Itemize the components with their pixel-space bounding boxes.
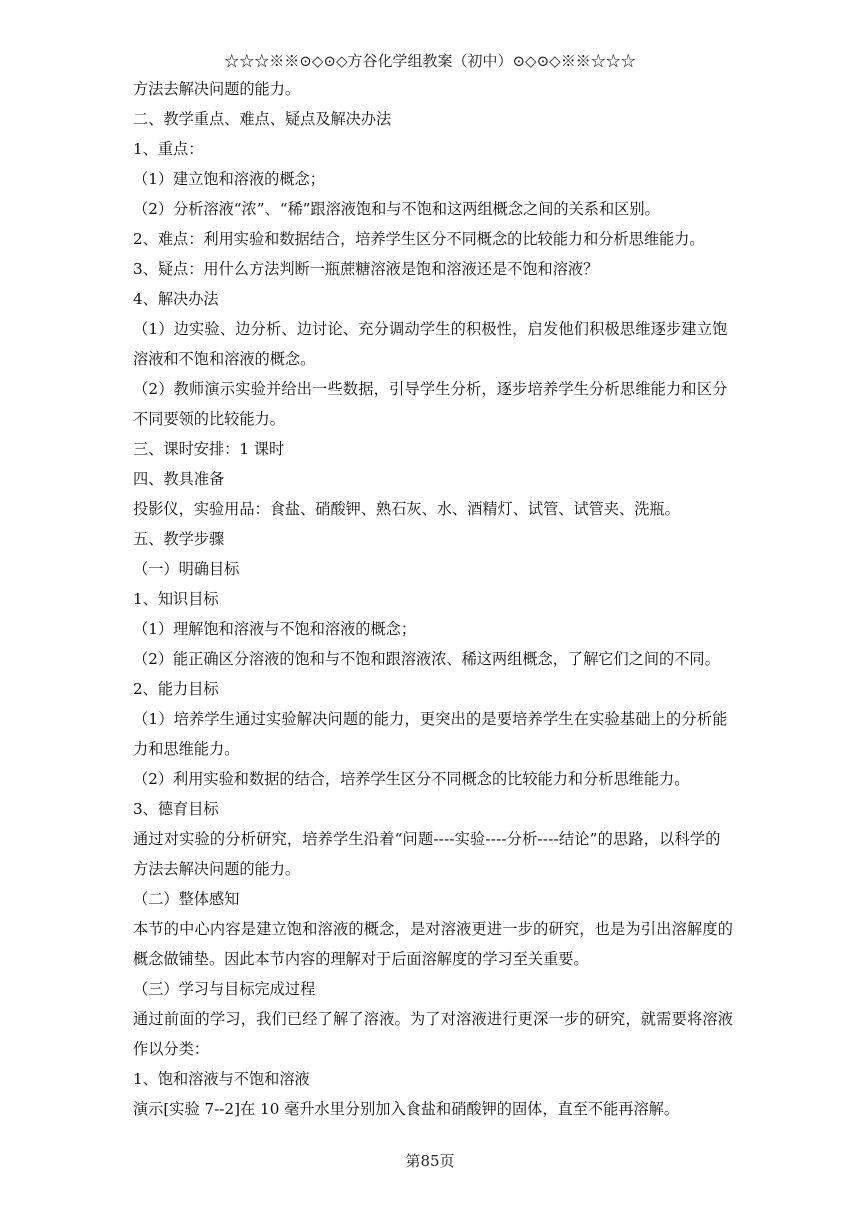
subheading: 3、疑点：用什么方法判断一瓶蔗糖溶液是饱和溶液还是不饱和溶液？	[133, 260, 599, 278]
text-line: 力和思维能力。	[133, 740, 240, 758]
list-item: （2）利用实验和数据的结合，培养学生区分不同概念的比较能力和分析思维能力。	[133, 770, 690, 788]
text-line: 投影仪，实验用品：食盐、硝酸钾、熟石灰、水、酒精灯、试管、试管夹、洗瓶。	[133, 500, 680, 518]
page-number: 第85页	[405, 1152, 455, 1170]
text-line: 演示[实验 7--2]在 10 毫升水里分别加入食盐和硝酸钾的固体，直至不能再溶解。	[133, 1100, 680, 1118]
text-line: 作以分类：	[133, 1040, 209, 1058]
list-item: （1）建立饱和溶液的概念；	[133, 170, 325, 188]
subheading: 1、重点：	[133, 140, 204, 158]
list-item: （1）培养学生通过实验解决问题的能力，更突出的是要培养学生在实验基础上的分析能	[133, 710, 728, 728]
subheading: 2、能力目标	[133, 680, 219, 698]
section-heading: 二、教学重点、难点、疑点及解决办法	[133, 110, 392, 128]
page-header: ☆☆☆※※⊙◇⊙◇方谷化学组教案（初中）⊙◇⊙◇※※☆☆☆	[224, 52, 636, 70]
text-line: 不同要领的比较能力。	[133, 410, 285, 428]
list-item: （1）理解饱和溶液与不饱和溶液的概念；	[133, 620, 417, 638]
subheading: 3、德育目标	[133, 800, 219, 818]
subheading: （一）明确目标	[133, 560, 240, 578]
subheading: 2、难点：利用实验和数据结合，培养学生区分不同概念的比较能力和分析思维能力。	[133, 230, 705, 248]
subheading: （三）学习与目标完成过程	[133, 980, 316, 998]
subheading: 1、饱和溶液与不饱和溶液	[133, 1070, 310, 1088]
text-line: 溶液和不饱和溶液的概念。	[133, 350, 316, 368]
section-heading: 五、教学步骤	[133, 530, 225, 548]
section-heading: 三、课时安排：1 课时	[133, 440, 285, 458]
text-line: 本节的中心内容是建立饱和溶液的概念，是对溶液更进一步的研究，也是为引出溶解度的	[133, 920, 734, 938]
subheading: 4、解决办法	[133, 290, 219, 308]
list-item: （2）教师演示实验并给出一些数据，引导学生分析，逐步培养学生分析思维能力和区分	[133, 380, 728, 398]
text-line: 概念做铺垫。因此本节内容的理解对于后面溶解度的学习至关重要。	[133, 950, 589, 968]
text-line: 通过前面的学习，我们已经了解了溶液。为了对溶液进行更深一步的研究，就需要将溶液	[133, 1010, 734, 1028]
section-heading: 四、教具准备	[133, 470, 225, 488]
subheading: （二）整体感知	[133, 890, 240, 908]
text-line: 方法去解决问题的能力。	[133, 860, 301, 878]
list-item: （2）能正确区分溶液的饱和与不饱和跟溶液浓、稀这两组概念，了解它们之间的不同。	[133, 650, 720, 668]
subheading: 1、知识目标	[133, 590, 219, 608]
list-item: （2）分析溶液“浓”、“稀”跟溶液饱和与不饱和这两组概念之间的关系和区别。	[133, 200, 660, 218]
text-line: 通过对实验的分析研究，培养学生沿着“问题----实验----分析----结论”的思路，以科学的	[133, 830, 721, 848]
document-body	[133, 74, 813, 1124]
list-item: （1）边实验、边分析、边讨论、充分调动学生的积极性，启发他们积极思维逐步建立饱	[133, 320, 728, 338]
text-line: 方法去解决问题的能力。	[133, 80, 301, 98]
